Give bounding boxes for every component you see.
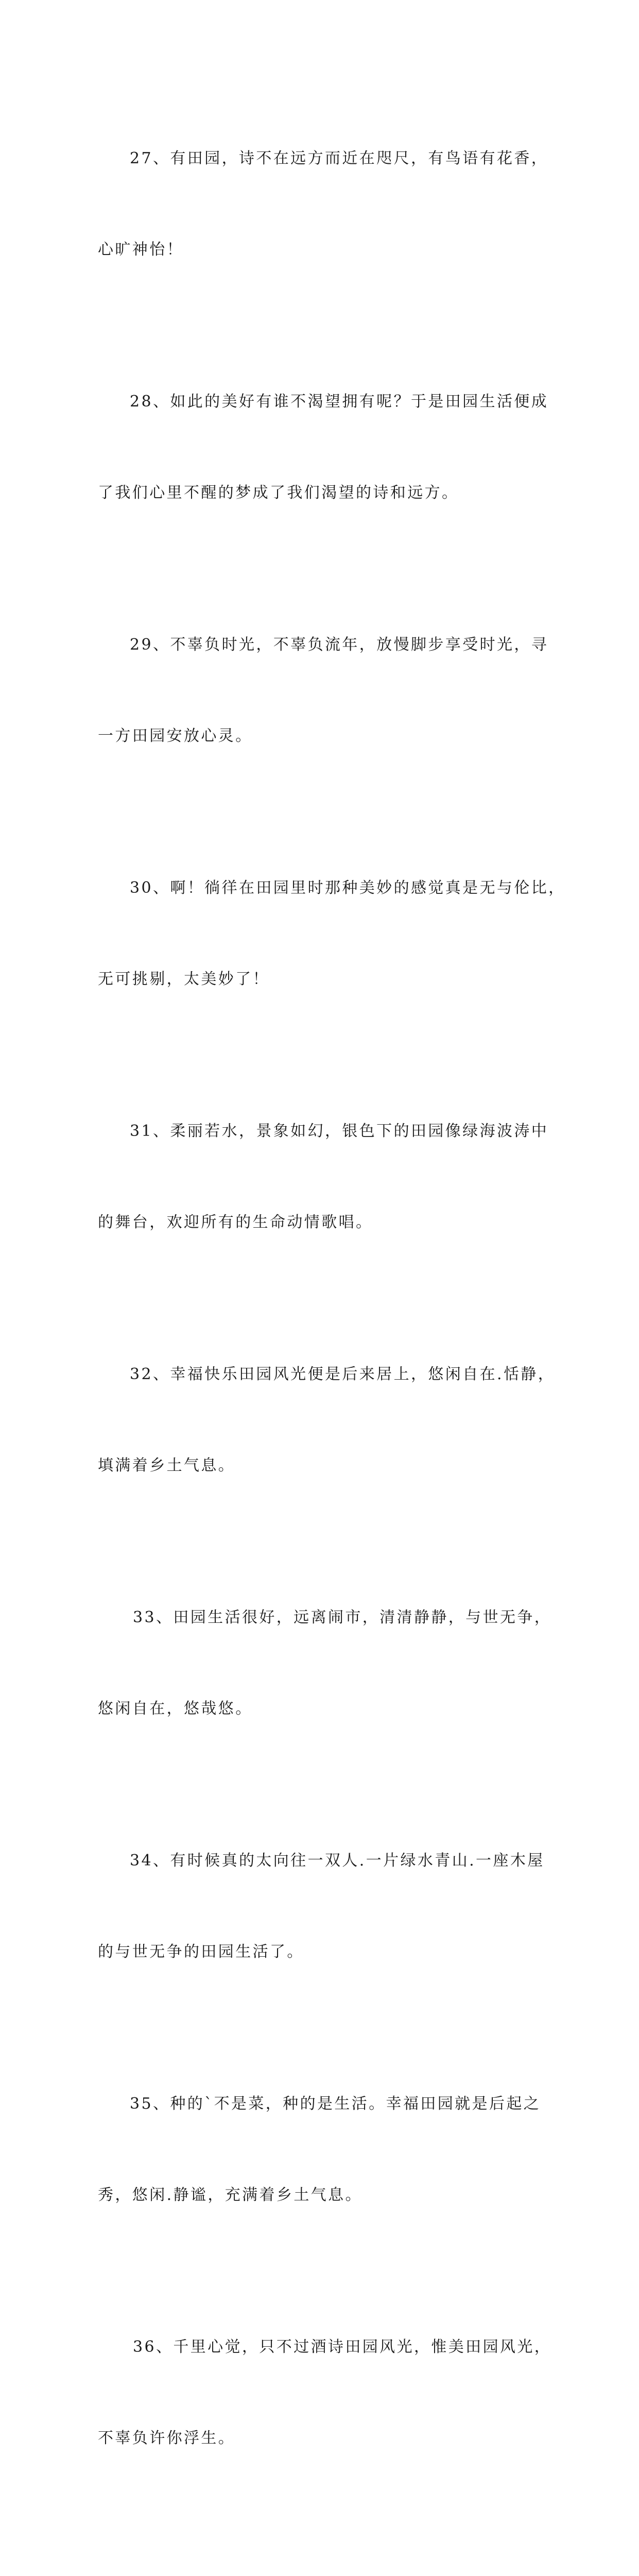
paragraph-line: 无可挑剔，太美妙了！ bbox=[98, 970, 270, 988]
paragraph-line: 27、有田园，诗不在远方而近在咫尺，有鸟语有花香， bbox=[130, 149, 549, 167]
paragraph-33 bbox=[98, 1541, 551, 1785]
paragraph-line: 32、幸福快乐田园风光便是后来居上，悠闲自在.恬静， bbox=[130, 1365, 556, 1383]
paragraph-line: 的与世无争的田园生活了。 bbox=[98, 1943, 304, 1961]
paragraph-line: 不辜负许你浮生。 bbox=[98, 2429, 236, 2447]
paragraph-line: 28、如此的美好有谁不渴望拥有呢？于是田园生活便成 bbox=[130, 393, 549, 411]
paragraph-line: 的舞台，欢迎所有的生命动情歌唱。 bbox=[98, 1213, 373, 1231]
paragraph-36 bbox=[98, 2271, 551, 2514]
paragraph-29 bbox=[98, 569, 551, 812]
paragraph-line: 36、千里心觉，只不过酒诗田园风光，惟美田园风光， bbox=[133, 2338, 552, 2356]
paragraph-31 bbox=[98, 1055, 551, 1298]
paragraph-line: 一方田园安放心灵。 bbox=[98, 727, 253, 745]
paragraph-line: 30、啊！徜徉在田园里时那种美妙的感觉真是无与伦比， bbox=[130, 879, 566, 897]
paragraph-35 bbox=[98, 2028, 551, 2271]
paragraph-line: 33、田园生活很好，远离闹市，清清静静，与世无争， bbox=[133, 1608, 552, 1626]
document-body bbox=[98, 82, 566, 2576]
paragraph-line: 秀，悠闲.静谧，充满着乡土气息。 bbox=[98, 2186, 362, 2204]
paragraph-28 bbox=[98, 326, 551, 569]
paragraph-line: 了我们心里不醒的梦成了我们渴望的诗和远方。 bbox=[98, 484, 459, 502]
paragraph-30 bbox=[98, 812, 566, 1055]
paragraph-line: 29、不辜负时光，不辜负流年，放慢脚步享受时光，寻 bbox=[130, 636, 549, 654]
paragraph-27 bbox=[98, 82, 551, 326]
paragraph-line: 填满着乡土气息。 bbox=[98, 1456, 236, 1475]
paragraph-37 bbox=[98, 2514, 551, 2576]
paragraph-34 bbox=[98, 1785, 551, 2028]
paragraph-line: 悠闲自在，悠哉悠。 bbox=[98, 1700, 253, 1718]
paragraph-32 bbox=[98, 1298, 556, 1541]
paragraph-line: 34、有时候真的太向往一双人.一片绿水青山.一座木屋 bbox=[130, 1852, 545, 1870]
paragraph-line: 35、种的`不是菜，种的是生活。幸福田园就是后起之 bbox=[130, 2095, 541, 2113]
paragraph-line: 31、柔丽若水，景象如幻，银色下的田园像绿海波涛中 bbox=[130, 1122, 549, 1140]
paragraph-line: 心旷神怡！ bbox=[98, 241, 184, 259]
